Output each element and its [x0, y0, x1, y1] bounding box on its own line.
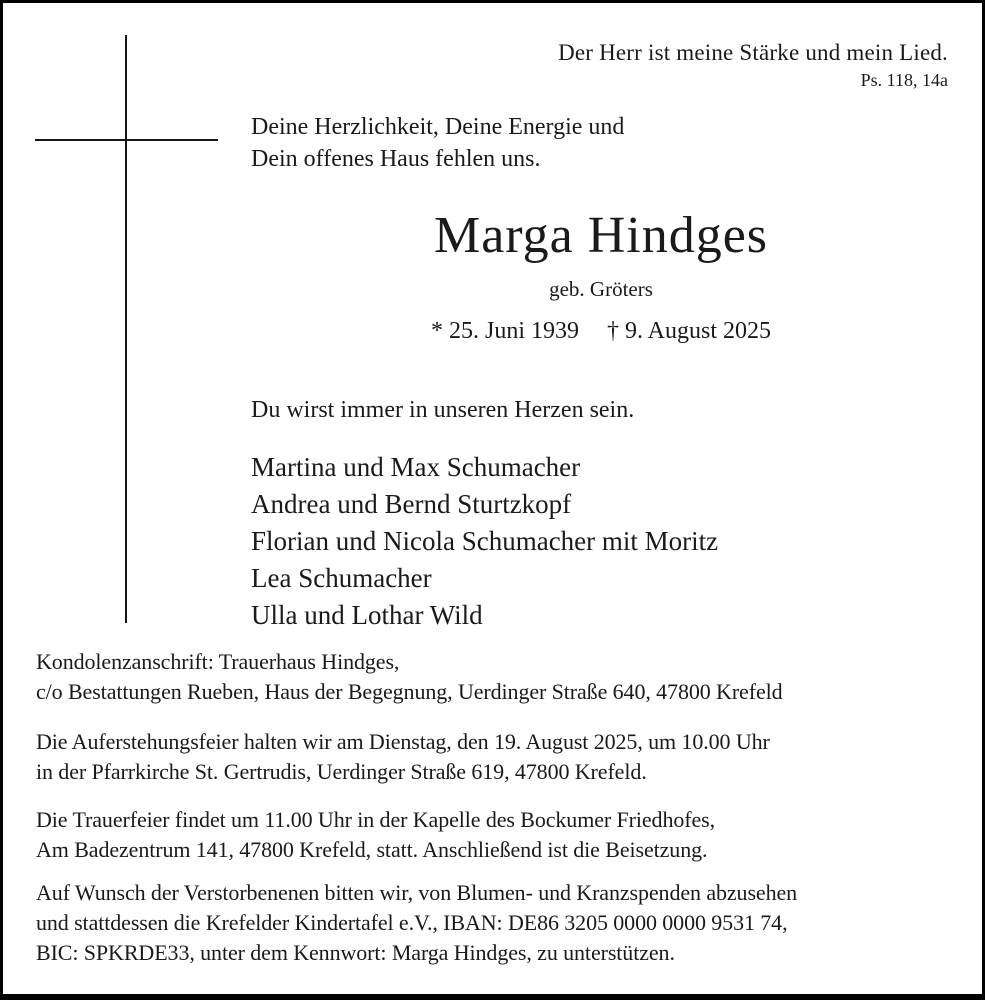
- condolence-address: [36, 647, 956, 707]
- funeral-line-1: Die Trauerfeier findet um 11.00 Uhr in der Kapelle des Bockumer Friedhofes,: [36, 807, 716, 832]
- donation-line-2: und stattdessen die Krefelder Kindertafel e.V., IBAN: DE86 3205 0000 0000 9531 74,: [36, 910, 788, 935]
- tribute-verse: [251, 111, 624, 175]
- cross-horizontal-bar: [35, 139, 218, 141]
- donation-request: [36, 878, 956, 968]
- funeral-service-info: [36, 805, 956, 865]
- epigraph-source: Ps. 118, 14a: [860, 70, 948, 90]
- resurrection-service-info: [36, 727, 956, 787]
- mourners-list: [251, 449, 718, 634]
- mourner-line: Martina und Max Schumacher: [251, 452, 581, 482]
- donation-line-1: Auf Wunsch der Verstorbenenen bitten wir, von Blumen- und Kranzspenden abzusehen: [36, 880, 798, 905]
- mourner-line: Lea Schumacher: [251, 563, 432, 593]
- cross-vertical-bar: [125, 35, 127, 623]
- deceased-name: Marga Hindges: [433, 207, 769, 264]
- death-date: † 9. August 2025: [607, 318, 772, 344]
- resurrection-line-2: in der Pfarrkirche St. Gertrudis, Uerdinger Straße 619, 47800 Krefeld.: [36, 759, 647, 784]
- farewell-line: Du wirst immer in unseren Herzen sein.: [251, 397, 635, 423]
- deceased-block: [251, 208, 951, 346]
- mourner-line: Ulla und Lothar Wild: [251, 600, 483, 630]
- mourner-line: Andrea und Bernd Sturtzkopf: [251, 489, 572, 519]
- funeral-line-2: Am Badezentrum 141, 47800 Krefeld, statt. Anschließend ist die Beisetzung.: [36, 837, 708, 862]
- epigraph: [558, 39, 948, 93]
- deceased-maiden-name: geb. Gröters: [549, 277, 653, 301]
- condolence-line-2: c/o Bestattungen Rueben, Haus der Begegnung, Uerdinger Straße 640, 47800 Krefeld: [36, 679, 783, 704]
- epigraph-quote: Der Herr ist meine Stärke und mein Lied.: [558, 40, 948, 65]
- tribute-line-1: Deine Herzlichkeit, Deine Energie und: [251, 114, 625, 140]
- resurrection-line-1: Die Auferstehungsfeier halten wir am Dienstag, den 19. August 2025, um 10.00 Uhr: [36, 729, 770, 754]
- life-dates: [251, 316, 951, 346]
- tribute-line-2: Dein offenes Haus fehlen uns.: [251, 146, 541, 172]
- birth-date: * 25. Juni 1939: [430, 318, 579, 344]
- condolence-line-1: Kondolenzanschrift: Trauerhaus Hindges,: [36, 649, 400, 674]
- donation-line-3: BIC: SPKRDE33, unter dem Kennwort: Marga Hindges, zu unterstützen.: [36, 940, 675, 965]
- mourner-line: Florian und Nicola Schumacher mit Moritz: [251, 526, 719, 556]
